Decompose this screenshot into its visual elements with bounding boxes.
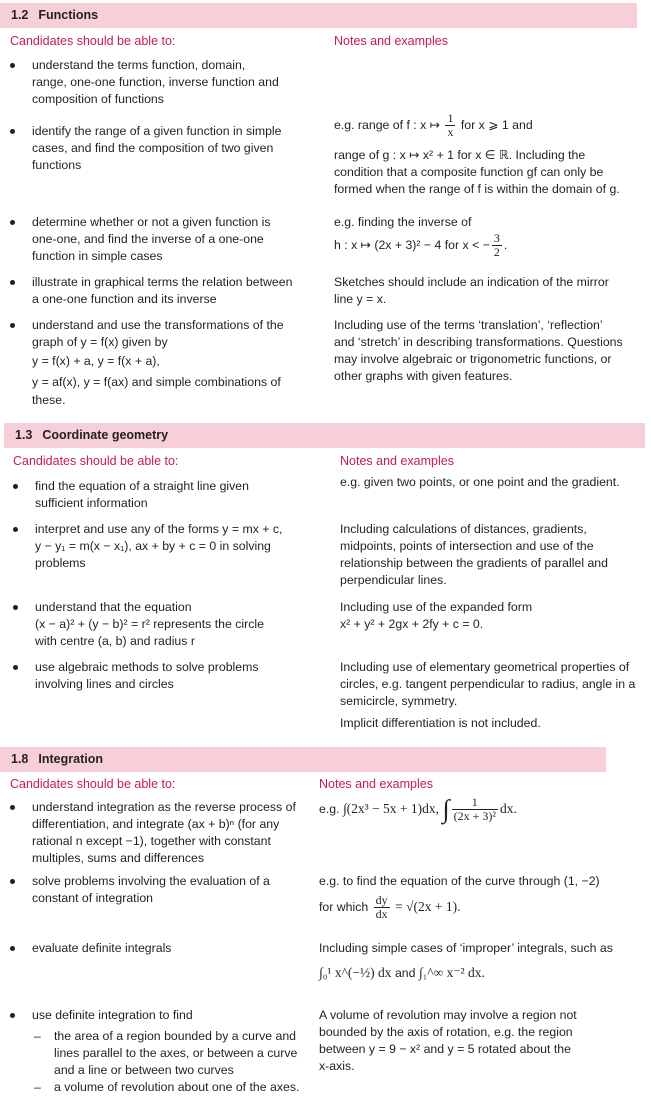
list-item: illustrate in graphical terms the relation between [32,275,293,289]
list-item: understand the terms function, domain, [32,58,246,72]
note-line [334,232,507,259]
note-line: between y = 9 − x² and y = 5 rotated about the [319,1042,571,1056]
note-line: other graphs with given features. [334,369,513,383]
note-text: and [394,966,416,980]
note-line: e.g. given two points, or one point and the gradient. [340,475,620,489]
right-column-heading: Notes and examples [319,777,433,791]
list-item: use algebraic methods to solve problems [35,660,259,674]
bullet [10,323,15,328]
fraction [452,796,498,823]
list-item: a volume of revolution about one of the axes. [54,1080,300,1094]
left-column-heading: Candidates should be able to: [10,777,176,791]
numerator: dy [375,893,388,907]
dash-marker: – [34,1080,41,1094]
bullet [10,220,15,225]
note-line: semicircle, symmetry. [340,694,458,708]
list-item: (x − a)² + (y − b)² = r² represents the circle [35,617,264,631]
note-text: e.g. range of f : x ↦ [334,117,441,132]
note-line: e.g. finding the inverse of [334,215,472,229]
section-header-functions [0,3,637,28]
list-item: rational n except −1), together with constant [32,834,271,848]
section-header-integration [0,747,606,772]
integral-expression: ∫₀¹ x^(−½) dx [319,965,392,980]
list-item: interpret and use any of the forms y = mx + c, [35,522,283,536]
list-item: a one-one function and its inverse [32,292,217,306]
list-item: involving lines and circles [35,677,174,691]
list-item: cases, and find the composition of two given [32,141,274,155]
note-line: bounded by the axis of rotation, e.g. the region [319,1025,573,1039]
list-item: function in simple cases [32,249,163,263]
note-text: e.g. [319,801,340,816]
list-item: use definite integration to find [32,1008,193,1022]
section-number: 1.2 [11,8,29,22]
list-item: understand that the equation [35,600,192,614]
note-line: line y = x. [334,292,387,306]
note-line: range of g : x ↦ x² + 1 for x ∈ ℝ. Including the [334,148,586,162]
list-item: sufficient information [35,496,148,510]
list-item: understand and use the transformations of the [32,318,284,332]
note-line: e.g. to find the equation of the curve through (1, −2) [319,874,600,888]
bullet [10,879,15,884]
note-text: . [503,237,508,252]
note-line: and ‘stretch’ in describing transformations. Questions [334,335,623,349]
note-line: A volume of revolution may involve a region not [319,1008,577,1022]
note-line: Including use of elementary geometrical properties of [340,660,630,674]
section-number: 1.8 [11,752,29,766]
note-line [319,894,460,921]
list-item: graph of y = f(x) given by [32,335,168,349]
list-item: functions [32,158,82,172]
numerator: 1 [447,111,454,125]
note-line [334,112,533,139]
dash-marker: – [34,1029,41,1043]
bullet [13,527,18,532]
section-title: Coordinate geometry [42,428,169,442]
bullet [10,63,15,68]
integral-expression: ∫₁^∞ x⁻² dx. [418,965,485,980]
list-item: solve problems involving the evaluation of a [32,874,270,888]
section-header-coordinate-geometry [4,423,645,448]
list-item: find the equation of a straight line given [35,479,249,493]
section-title: Integration [38,752,103,766]
note-line: perpendicular lines. [340,573,447,587]
list-item: constant of integration [32,891,153,905]
list-item: and a line or between two curves [54,1063,234,1077]
bullet [13,605,18,610]
integral-sign: ∫ [442,794,450,824]
note-line: x-axis. [319,1059,355,1073]
note-line: Including simple cases of ‘improper’ integrals, such as [319,941,613,955]
denominator: dx [375,907,388,921]
bullet [10,805,15,810]
note-line: Including use of the terms ‘translation’, ‘reflection’ [334,318,603,332]
section-number: 1.3 [15,428,33,442]
note-text: dx. [499,800,517,816]
note-line: formed when the range of f is within the domain of g. [334,182,620,196]
list-item: identify the range of a given function in simple [32,124,282,138]
list-item: range, one-one function, inverse function and [32,75,279,89]
note-line: Including use of the expanded form [340,600,533,614]
note-line [319,796,517,823]
bullet [10,1013,15,1018]
note-text: for x ⩾ 1 and [460,117,533,132]
list-item: y − y₁ = m(x − x₁), ax + by + c = 0 in solving [35,539,271,553]
note-line: Implicit differentiation is not included. [340,716,541,730]
fraction [492,232,502,259]
note-text: for which [319,899,369,914]
denominator: 2 [493,245,500,259]
list-item: differentiation, and integrate (ax + b)ⁿ (for any [32,817,280,831]
list-item: with centre (a, b) and radius r [35,634,195,648]
note-line: Including calculations of distances, gradients, [340,522,587,536]
numerator: 3 [493,231,500,245]
numerator: 1 [452,796,498,810]
note-line: may involve algebraic or trigonometric functions, or [334,352,612,366]
note-line: relationship between the gradients of parallel and [340,556,608,570]
note-text: = √(2x + 1). [395,898,461,914]
note-line: circles, e.g. tangent perpendicular to radius, angle in a [340,677,636,691]
bullet [10,946,15,951]
list-item: multiples, sums and differences [32,851,205,865]
left-column-heading: Candidates should be able to: [10,34,176,48]
bullet [13,484,18,489]
note-line: Sketches should include an indication of the mirror [334,275,609,289]
denominator: x [447,125,454,139]
right-column-heading: Notes and examples [340,454,454,468]
list-item: y = af(x), y = f(ax) and simple combinations of [32,375,281,389]
list-item: one-one, and find the inverse of a one-one [32,232,264,246]
bullet [10,280,15,285]
section-title: Functions [38,8,99,22]
note-line [319,964,485,982]
note-line: condition that a composite function gf can only be [334,165,604,179]
list-item: composition of functions [32,92,164,106]
list-item: determine whether or not a given function is [32,215,271,229]
bullet [13,665,18,670]
bullet [10,129,15,134]
note-line: midpoints, points of intersection and use of the [340,539,594,553]
note-line: x² + y² + 2gx + 2fy + c = 0. [340,617,484,631]
fraction [445,112,455,139]
fraction [374,894,390,921]
list-item: problems [35,556,86,570]
right-column-heading: Notes and examples [334,34,448,48]
integral-expression: ∫(2x³ − 5x + 1)dx, [342,800,440,816]
list-item: y = f(x) + a, y = f(x + a), [32,354,160,368]
list-item: lines parallel to the axes, or between a curve [54,1046,298,1060]
denominator: (2x + 3)² [453,809,496,823]
list-item: evaluate definite integrals [32,941,172,955]
left-column-heading: Candidates should be able to: [13,454,179,468]
list-item: understand integration as the reverse process of [32,800,296,814]
list-item: the area of a region bounded by a curve and [54,1029,297,1043]
note-text: h : x ↦ (2x + 3)² − 4 for x < − [334,237,490,252]
list-item: these. [32,393,66,407]
